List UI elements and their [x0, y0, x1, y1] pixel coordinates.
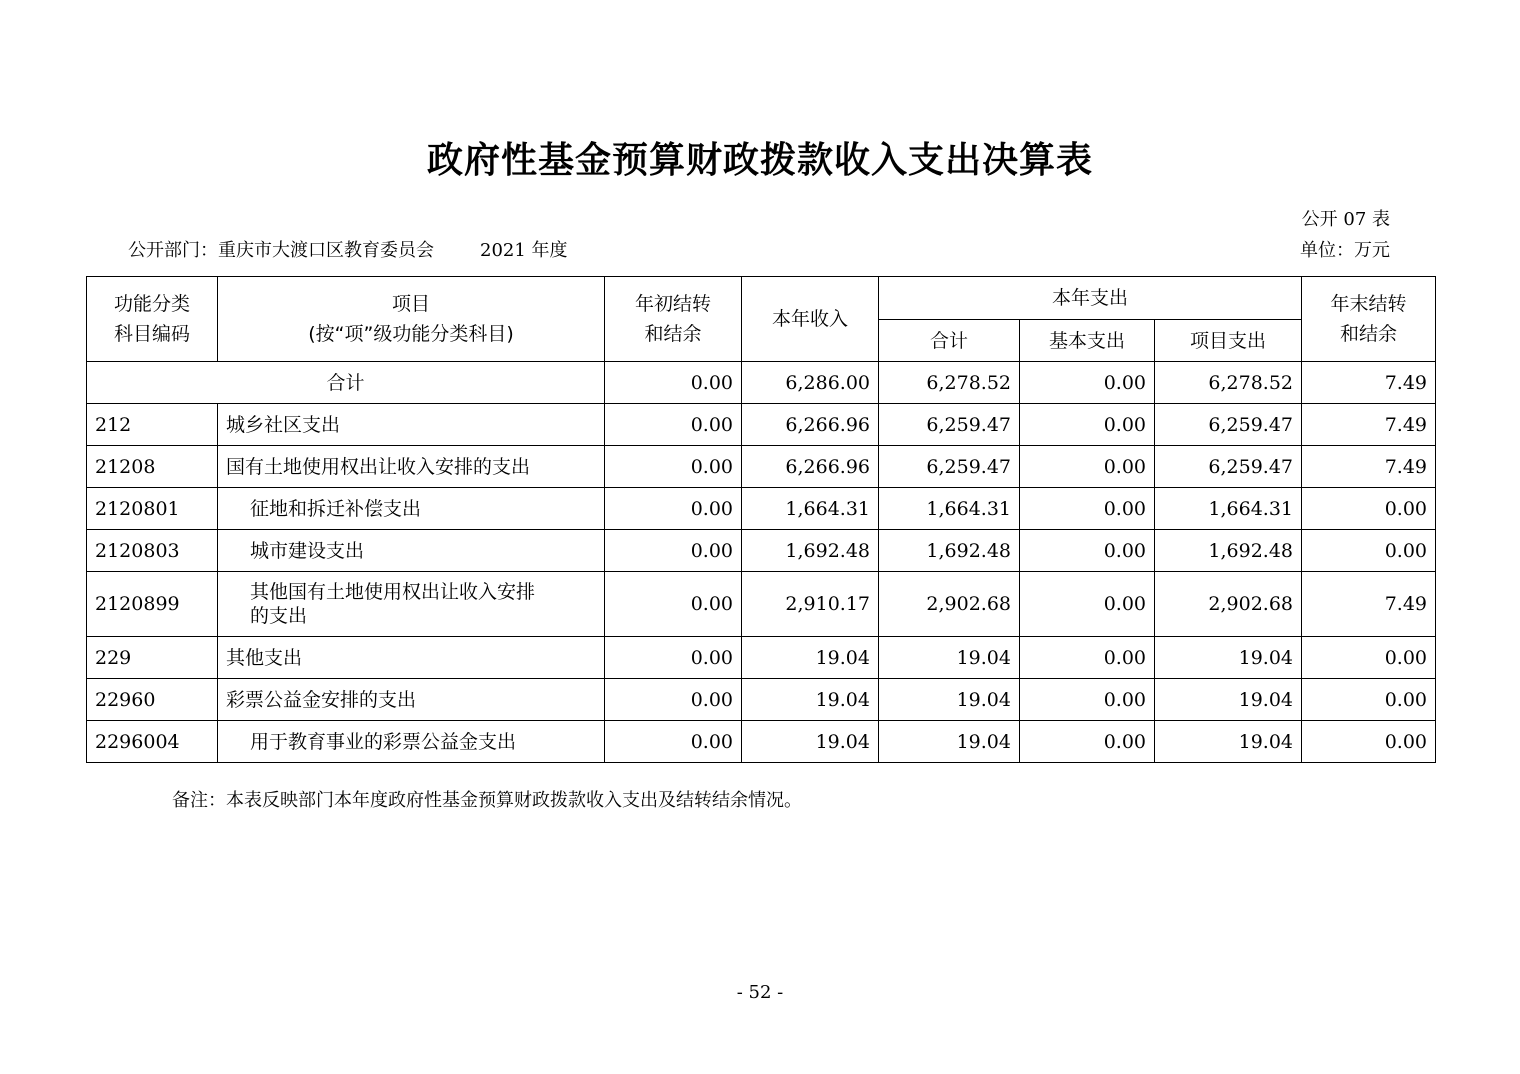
cell-begin: 0.00: [605, 404, 742, 446]
cell-code: 2120801: [87, 488, 218, 530]
cell-total: 6,259.47: [879, 404, 1020, 446]
cell-begin: 0.00: [605, 446, 742, 488]
table-row: [87, 572, 1436, 637]
cell-basic: 0.00: [1020, 572, 1155, 637]
cell-code: 21208: [87, 446, 218, 488]
cell-total: 19.04: [879, 679, 1020, 721]
cell-income: 19.04: [742, 679, 879, 721]
cell-basic: 0.00: [1020, 530, 1155, 572]
cell-end: 7.49: [1302, 446, 1436, 488]
header-income: 本年收入: [742, 277, 879, 362]
footnote: 备注：本表反映部门本年度政府性基金预算财政拨款收入支出及结转结余情况。: [172, 790, 802, 811]
cell-end: 0.00: [1302, 530, 1436, 572]
cell-begin: 0.00: [605, 721, 742, 763]
page-number: - 52 -: [736, 982, 784, 1003]
header-expense: 本年支出: [879, 277, 1302, 320]
cell-code: 212: [87, 404, 218, 446]
cell-income: 6,266.96: [742, 446, 879, 488]
fiscal-year: 2021 年度: [480, 240, 568, 261]
cell-basic: 0.00: [1020, 637, 1155, 679]
cell-name: 城乡社区支出: [218, 404, 605, 446]
cell-basic: 0.00: [1020, 404, 1155, 446]
cell-begin: 0.00: [605, 362, 742, 404]
table-row: [87, 721, 1436, 763]
cell-project: 1,692.48: [1155, 530, 1302, 572]
header-basic-expense: 基本支出: [1020, 320, 1155, 362]
total-label: 合计: [87, 362, 605, 404]
cell-income: 1,664.31: [742, 488, 879, 530]
header-item: 项目 (按“项”级功能分类科目): [218, 277, 605, 362]
department: 公开部门：重庆市大渡口区教育委员会: [128, 240, 434, 261]
cell-total: 1,692.48: [879, 530, 1020, 572]
cell-name: 彩票公益金安排的支出: [218, 679, 605, 721]
cell-project: 1,664.31: [1155, 488, 1302, 530]
cell-end: 7.49: [1302, 572, 1436, 637]
form-number: 公开 07 表: [1301, 209, 1390, 230]
cell-income: 2,910.17: [742, 572, 879, 637]
cell-begin: 0.00: [605, 488, 742, 530]
cell-income: 6,286.00: [742, 362, 879, 404]
cell-code: 229: [87, 637, 218, 679]
cell-total: 19.04: [879, 637, 1020, 679]
header-end-balance: 年末结转 和结余: [1302, 277, 1436, 362]
table-row: [87, 530, 1436, 572]
header-begin-balance: 年初结转 和结余: [605, 277, 742, 362]
cell-end: 0.00: [1302, 679, 1436, 721]
cell-project: 19.04: [1155, 679, 1302, 721]
cell-code: 22960: [87, 679, 218, 721]
cell-income: 6,266.96: [742, 404, 879, 446]
cell-code: 2120899: [87, 572, 218, 637]
total-row: [87, 362, 1436, 404]
header-expense-total: 合计: [879, 320, 1020, 362]
cell-project: 6,259.47: [1155, 446, 1302, 488]
cell-total: 2,902.68: [879, 572, 1020, 637]
header-project-expense: 项目支出: [1155, 320, 1302, 362]
cell-begin: 0.00: [605, 572, 742, 637]
department-line: [128, 236, 568, 262]
table-row: [87, 446, 1436, 488]
cell-end: 7.49: [1302, 404, 1436, 446]
cell-code: 2120803: [87, 530, 218, 572]
cell-begin: 0.00: [605, 530, 742, 572]
cell-end: 0.00: [1302, 488, 1436, 530]
cell-project: 2,902.68: [1155, 572, 1302, 637]
table-row: [87, 488, 1436, 530]
header-code: 功能分类 科目编码: [87, 277, 218, 362]
cell-name: 其他国有土地使用权出让收入安排 的支出: [218, 572, 605, 637]
cell-name: 用于教育事业的彩票公益金支出: [218, 721, 605, 763]
cell-basic: 0.00: [1020, 362, 1155, 404]
table-row: [87, 637, 1436, 679]
cell-project: 19.04: [1155, 721, 1302, 763]
cell-basic: 0.00: [1020, 721, 1155, 763]
budget-table: [86, 276, 1436, 763]
cell-name: 国有土地使用权出让收入安排的支出: [218, 446, 605, 488]
cell-code: 2296004: [87, 721, 218, 763]
cell-name: 城市建设支出: [218, 530, 605, 572]
cell-basic: 0.00: [1020, 679, 1155, 721]
cell-project: 6,259.47: [1155, 404, 1302, 446]
cell-total: 6,259.47: [879, 446, 1020, 488]
table-row: [87, 404, 1436, 446]
unit-label: 单位：万元: [1300, 240, 1390, 261]
cell-begin: 0.00: [605, 637, 742, 679]
cell-project: 19.04: [1155, 637, 1302, 679]
cell-end: 0.00: [1302, 637, 1436, 679]
cell-income: 19.04: [742, 721, 879, 763]
cell-total: 19.04: [879, 721, 1020, 763]
cell-basic: 0.00: [1020, 488, 1155, 530]
cell-project: 6,278.52: [1155, 362, 1302, 404]
cell-basic: 0.00: [1020, 446, 1155, 488]
cell-end: 0.00: [1302, 721, 1436, 763]
cell-total: 1,664.31: [879, 488, 1020, 530]
table-row: [87, 679, 1436, 721]
cell-end: 7.49: [1302, 362, 1436, 404]
page-title: 政府性基金预算财政拨款收入支出决算表: [426, 140, 1093, 181]
cell-total: 6,278.52: [879, 362, 1020, 404]
cell-income: 19.04: [742, 637, 879, 679]
cell-name: 征地和拆迁补偿支出: [218, 488, 605, 530]
cell-name: 其他支出: [218, 637, 605, 679]
cell-income: 1,692.48: [742, 530, 879, 572]
cell-begin: 0.00: [605, 679, 742, 721]
